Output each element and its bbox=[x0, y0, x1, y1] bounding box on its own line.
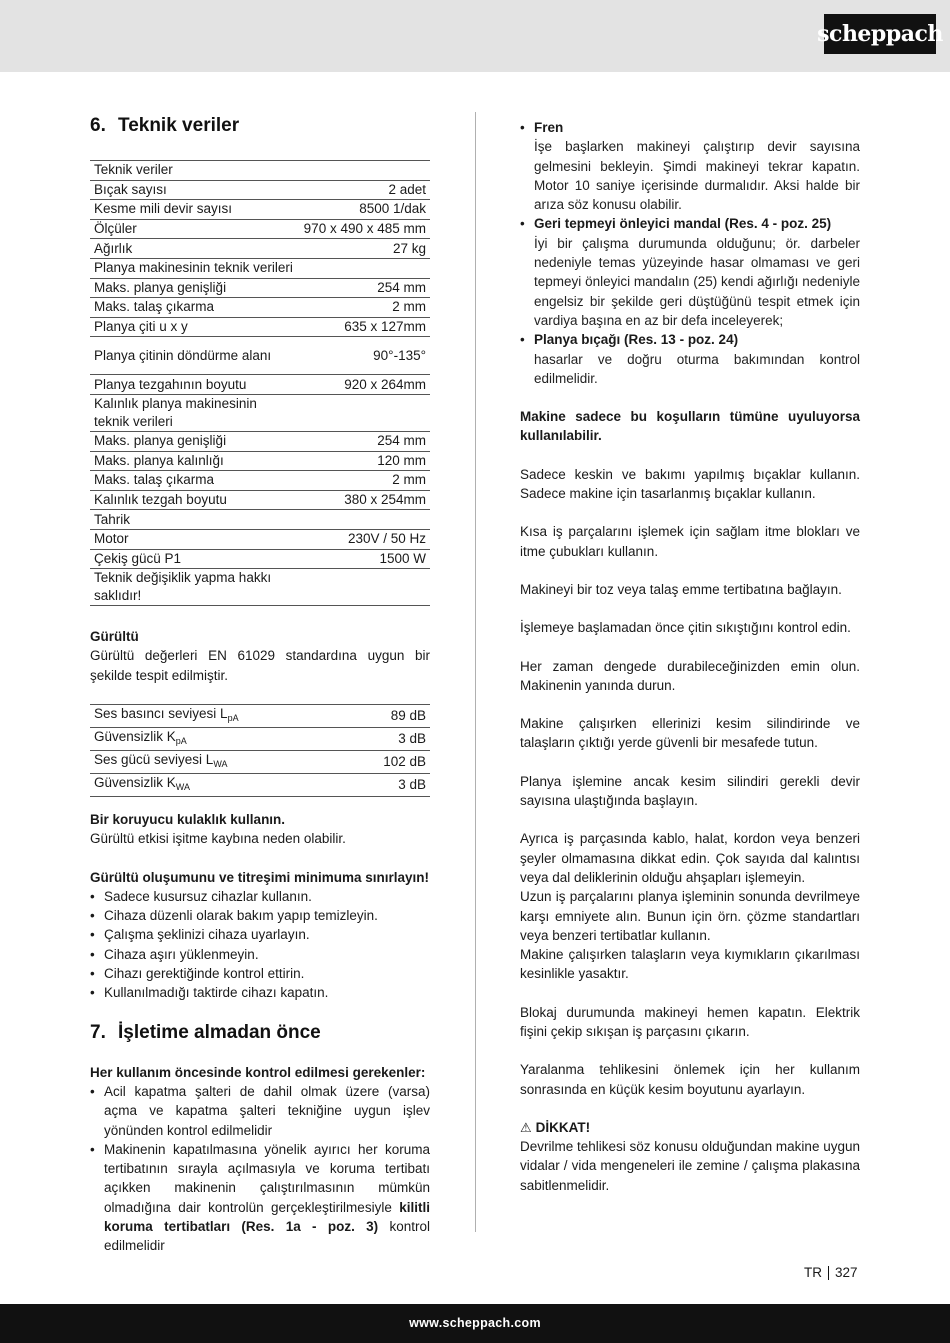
noise-label: Ses gücü seviyesi $L_{WA}$ bbox=[90, 750, 345, 773]
spec-label: Teknik veriler bbox=[90, 161, 300, 181]
table-row bbox=[90, 180, 430, 200]
spec-value bbox=[300, 510, 430, 530]
table-row bbox=[90, 451, 430, 471]
paragraph: İşlemeye başlamadan önce çitin sıkıştığını kontrol edin. bbox=[520, 620, 851, 636]
paragraph: Sadece keskin ve bakımı yapılmış bıçaklar kullanın. Sadece makine için tasarlanmış bıçaklar kullanın. bbox=[520, 466, 860, 502]
spec-value: 254 mm bbox=[300, 278, 430, 298]
list-item: • Cihazı gerektiğinde kontrol ettirin. bbox=[90, 964, 430, 983]
list-item: • Cihaza düzenli olarak bakım yapıp temizleyin. bbox=[90, 906, 430, 925]
spec-label: Teknik değişiklik yapma hakkı saklıdır! bbox=[90, 569, 300, 606]
warning-heading: ⚠ DİKKAT! bbox=[520, 1118, 590, 1137]
list-item: • Fren İşe başlarken makineyi çalıştırıp devir sayısına gelmesini bekleyin. Şimdi makineyi tekrar kapatın. Motor 10 saniye içerisinde durmalıdır. Aksi halde bir arıza söz konusu olabilir. bbox=[520, 118, 860, 214]
spec-label: Bıçak sayısı bbox=[90, 180, 300, 200]
paragraph: Uzun iş parçalarını planya işleminin sonunda devrilmeye karşı emniyete alın. Bunun için örn. çözme standartları veya benzeri tertibatlar kullanın. bbox=[520, 889, 860, 943]
noise-value: 3 dB bbox=[345, 727, 430, 750]
table-row bbox=[90, 337, 430, 375]
table-row bbox=[90, 431, 430, 451]
list-item: • Cihaza aşırı yüklenmeyin. bbox=[90, 945, 430, 964]
spec-value: 920 x 264mm bbox=[300, 375, 430, 395]
noise-value: 3 dB bbox=[345, 773, 430, 796]
spec-value: 230V / 50 Hz bbox=[300, 529, 430, 549]
warning-text: Devrilme tehlikesi söz konusu olduğundan makine uygun vidalar / vida mengeneleri ile zemine / çalışma plakasına sabitlenmelidir. bbox=[520, 1139, 860, 1193]
noise-value: 102 dB bbox=[345, 750, 430, 773]
spec-label: Ağırlık bbox=[90, 239, 300, 259]
spec-label: Planya tezgahının boyutu bbox=[90, 375, 300, 395]
spec-value: 2 mm bbox=[300, 471, 430, 491]
check-list bbox=[90, 1082, 430, 1256]
noise-heading: Gürültü bbox=[90, 629, 139, 645]
table-row bbox=[90, 549, 430, 569]
spec-label: Çekiş gücü P1 bbox=[90, 549, 300, 569]
scheppach-logo: scheppach bbox=[824, 14, 936, 54]
spec-value: 254 mm bbox=[300, 431, 430, 451]
spec-value: 380 x 254mm bbox=[300, 490, 430, 510]
spec-value: 1500 W bbox=[300, 549, 430, 569]
spec-label: Kesme mili devir sayısı bbox=[90, 200, 300, 220]
noise-text: Gürültü değerleri EN 61029 standardına uygun bir şekilde tespit edilmiştir. bbox=[90, 648, 430, 683]
spec-label: Motor bbox=[90, 529, 300, 549]
table-row bbox=[90, 161, 430, 181]
page-number: TR 327 bbox=[804, 1265, 858, 1280]
spec-value: 2 mm bbox=[300, 298, 430, 318]
ear-protection-warning: Bir koruyucu kulaklık kullanın. bbox=[90, 811, 286, 827]
spec-value bbox=[300, 569, 430, 606]
paragraph: Kısa iş parçalarını işlemek için sağlam itme blokları ve itme çubukları kullanın. bbox=[520, 524, 860, 559]
column-divider bbox=[475, 112, 476, 1232]
right-column bbox=[520, 118, 860, 1195]
table-row bbox=[90, 219, 430, 239]
check-heading: Her kullanım öncesinde kontrol edilmesi gerekenler: bbox=[90, 1064, 426, 1080]
list-item: • Kullanılmadığı taktirde cihazı kapatın. bbox=[90, 983, 430, 1002]
spec-value: 120 mm bbox=[300, 451, 430, 471]
spec-label: Ölçüler bbox=[90, 219, 300, 239]
spec-value: 970 x 490 x 485 mm bbox=[300, 219, 430, 239]
table-row bbox=[90, 773, 430, 796]
table-row bbox=[90, 239, 430, 259]
spec-label: Planya çitinin döndürme alanı bbox=[90, 337, 300, 375]
list-item: • Geri tepmeyi önleyici mandal (Res. 4 - poz. 25) İyi bir çalışma durumunda olduğunu; ör. darbeler nedeniyle temas yüzeyinde hasar olmaması ve geri tepmeyi önleyici mandalın (25) kendi ağırlığı nedeniyle engelsiz bir şekilde geri düştüğünü tespit etmek için vardiya başına en az bir defa inceleyerek; bbox=[520, 214, 860, 330]
spec-label: Maks. talaş çıkarma bbox=[90, 471, 300, 491]
table-row bbox=[90, 529, 430, 549]
noise-value: 89 dB bbox=[345, 704, 430, 727]
spec-label: Planya çiti u x y bbox=[90, 317, 300, 337]
table-row bbox=[90, 750, 430, 773]
table-row bbox=[90, 375, 430, 395]
list-item: • Sadece kusursuz cihazlar kullanın. bbox=[90, 887, 430, 906]
only-if-notice: Makine sadece bu koşulların tümüne uyuluyorsa kullanılabilir. bbox=[520, 409, 860, 444]
separator bbox=[828, 1266, 829, 1280]
table-row bbox=[90, 200, 430, 220]
noise-label: Güvensizlik $K_{pA}$ bbox=[90, 727, 345, 750]
spec-label: Maks. planya kalınlığı bbox=[90, 451, 300, 471]
technical-data-table bbox=[90, 160, 430, 606]
footer-url[interactable]: www.scheppach.com bbox=[409, 1316, 541, 1330]
minimize-list bbox=[90, 887, 430, 1003]
minimize-heading: Gürültü oluşumunu ve titreşimi minimuma sınırlayın! bbox=[90, 869, 430, 885]
list-item: • Acil kapatma şalteri de dahil olmak üzere (varsa) açma ve kapatma şalteri tekniğine uygun işlev yönünden kontrol edilmelidir bbox=[90, 1082, 430, 1140]
spec-value: 8500 1/dak bbox=[300, 200, 430, 220]
spec-value bbox=[300, 161, 430, 181]
warning-icon: ⚠ bbox=[520, 1119, 532, 1135]
header-band bbox=[0, 0, 950, 72]
paragraph: Blokaj durumunda makineyi hemen kapatın. Elektrik fişini çekip sıkışan iş parçasını çıkarın. bbox=[520, 1004, 860, 1039]
section-7-heading: 7. İşletime almadan önce bbox=[90, 1021, 321, 1043]
list-item: • Makinenin kapatılmasına yönelik ayırıcı her koruma tertibatının sırayla açılmasıyla ve koruma tertibatı açıkken makinenin çalıştırılmasının mümkün olmadığına dair kontrolün gerçekleştirilmesiyle kilitli koruma tertibatları (Res. 1a - poz. 3) kontrol edilmelidir bbox=[90, 1140, 430, 1256]
spec-value: 27 kg bbox=[300, 239, 430, 259]
table-row bbox=[90, 704, 430, 727]
noise-label: Ses basıncı seviyesi $L_{pA}$ bbox=[90, 704, 345, 727]
spec-value bbox=[300, 258, 430, 278]
spec-label: Maks. talaş çıkarma bbox=[90, 298, 300, 318]
paragraph: Makine çalışırken ellerinizi kesim silindirinde ve talaşların çıktığı yerde güvenli bir mesafede tutun. bbox=[520, 716, 860, 751]
paragraph: Planya işlemine ancak kesim silindiri gerekli devir sayısına ulaştığında başlayın. bbox=[520, 773, 860, 809]
spec-value: 90°-135° bbox=[300, 337, 430, 375]
list-item: • Çalışma şeklinizi cihaza uyarlayın. bbox=[90, 925, 430, 944]
paragraph: Makine çalışırken talaşların veya kıymıkların çıkarılması kesinlikle yasaktır. bbox=[520, 947, 860, 982]
ear-protection-text: Gürültü etkisi işitme kaybına neden olabilir. bbox=[90, 831, 346, 847]
table-row bbox=[90, 727, 430, 750]
paragraph: Yaralanma tehlikesini önlemek için her kullanım sonrasında en küçük kesim boyutunu ayarlayın. bbox=[520, 1062, 860, 1097]
spec-value bbox=[300, 394, 430, 431]
table-row bbox=[90, 258, 430, 278]
spec-value: 635 x 127mm bbox=[300, 317, 430, 337]
table-row bbox=[90, 510, 430, 530]
table-row bbox=[90, 569, 430, 606]
table-row bbox=[90, 471, 430, 491]
table-row bbox=[90, 278, 430, 298]
paragraph: Ayrıca iş parçasında kablo, halat, kordon veya benzeri şeyler olmamasına dikkat edin. Çok sayıda dal kalıntısı veya dal deliklerinin olduğu ahşapları işlemeyin. bbox=[520, 831, 860, 885]
left-column bbox=[90, 112, 430, 1256]
spec-label: Kalınlık planya makinesinin teknik verileri bbox=[90, 394, 300, 431]
noise-label: Güvensizlik $K_{WA}$ bbox=[90, 773, 345, 796]
paragraph: Makineyi bir toz veya talaş emme tertibatına bağlayın. bbox=[520, 581, 842, 597]
spec-value: 2 adet bbox=[300, 180, 430, 200]
paragraph: Her zaman dengede durabileceğinizden emin olun. Makinenin yanında durun. bbox=[520, 658, 860, 693]
table-row bbox=[90, 298, 430, 318]
list-item: • Planya bıçağı (Res. 13 - poz. 24) hasarlar ve doğru oturma bakımından kontrol edilmelidir. bbox=[520, 330, 860, 388]
table-row bbox=[90, 394, 430, 431]
noise-table bbox=[90, 704, 430, 797]
component-checks bbox=[520, 118, 860, 388]
spec-label: Kalınlık tezgah boyutu bbox=[90, 490, 300, 510]
spec-label: Planya makinesinin teknik verileri bbox=[90, 258, 300, 278]
spec-label: Maks. planya genişliği bbox=[90, 431, 300, 451]
spec-label: Maks. planya genişliği bbox=[90, 278, 300, 298]
table-row bbox=[90, 490, 430, 510]
table-row bbox=[90, 317, 430, 337]
spec-label: Tahrik bbox=[90, 510, 300, 530]
section-6-heading: 6. Teknik veriler bbox=[90, 115, 240, 136]
